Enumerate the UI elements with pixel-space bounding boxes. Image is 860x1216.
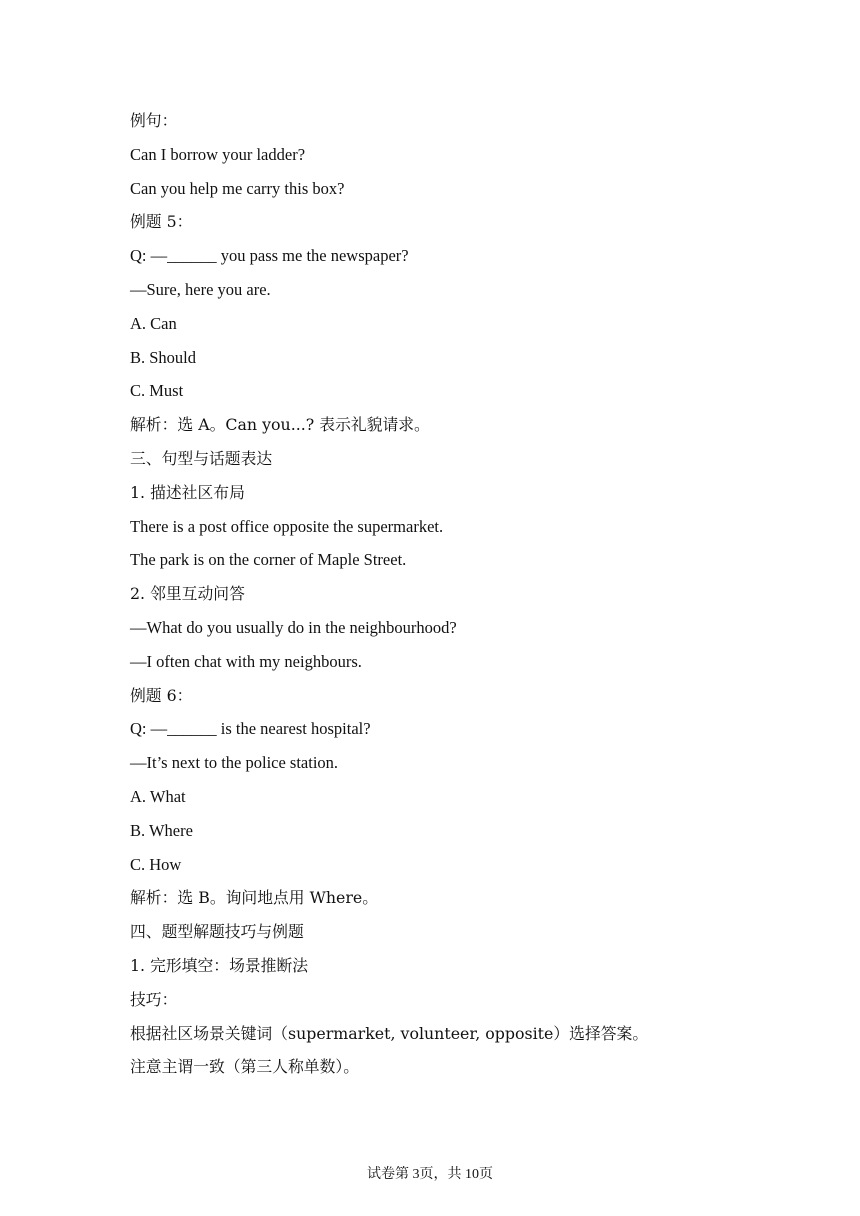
text-line: B. Where — [130, 820, 193, 840]
text-line: C. How — [130, 854, 182, 874]
text-line: Q: —______ is the nearest hospital? — [130, 719, 371, 739]
text-line: 解析：选 A。Can you...? 表示礼貌请求。 — [130, 415, 430, 435]
document-body — [130, 104, 770, 1084]
text-line: —What do you usually do in the neighbourhood? — [130, 617, 457, 637]
text-line: —Sure, here you are. — [130, 279, 271, 299]
text-line: There is a post office opposite the supermarket. — [130, 516, 444, 536]
text-line: 根据社区场景关键词（supermarket, volunteer, opposite）选择答案。 — [130, 1023, 649, 1043]
text-line: 例题 5： — [130, 212, 193, 232]
text-line: 1. 描述社区布局 — [130, 482, 245, 502]
text-line: 1. 完形填空：场景推断法 — [130, 955, 309, 975]
text-line: 注意主谓一致（第三人称单数）。 — [130, 1057, 360, 1077]
text-line: 四、题型解题技巧与例题 — [130, 922, 304, 942]
text-line: 例题 6： — [130, 685, 193, 705]
text-line: Q: —______ you pass me the newspaper? — [130, 246, 409, 266]
text-line: 例句： — [130, 111, 178, 130]
text-line: The park is on the corner of Maple Street. — [130, 550, 407, 570]
text-line: C. Must — [130, 381, 184, 401]
text-line: A. What — [130, 786, 186, 806]
text-line: Can I borrow your ladder? — [130, 144, 306, 164]
text-line: B. Should — [130, 347, 197, 367]
page-footer: 试卷第 3页，共 10页 — [367, 1167, 493, 1182]
text-line: Can you help me carry this box? — [130, 178, 345, 198]
text-line: 技巧： — [130, 989, 178, 1009]
text-line: 2. 邻里互动问答 — [130, 584, 245, 604]
text-line: —I often chat with my neighbours. — [130, 651, 362, 671]
text-line: 解析：选 B。询问地点用 Where。 — [130, 888, 379, 908]
text-line: 三、句型与话题表达 — [130, 448, 273, 468]
text-line: A. Can — [130, 313, 177, 333]
text-line: —It’s next to the police station. — [130, 753, 339, 773]
